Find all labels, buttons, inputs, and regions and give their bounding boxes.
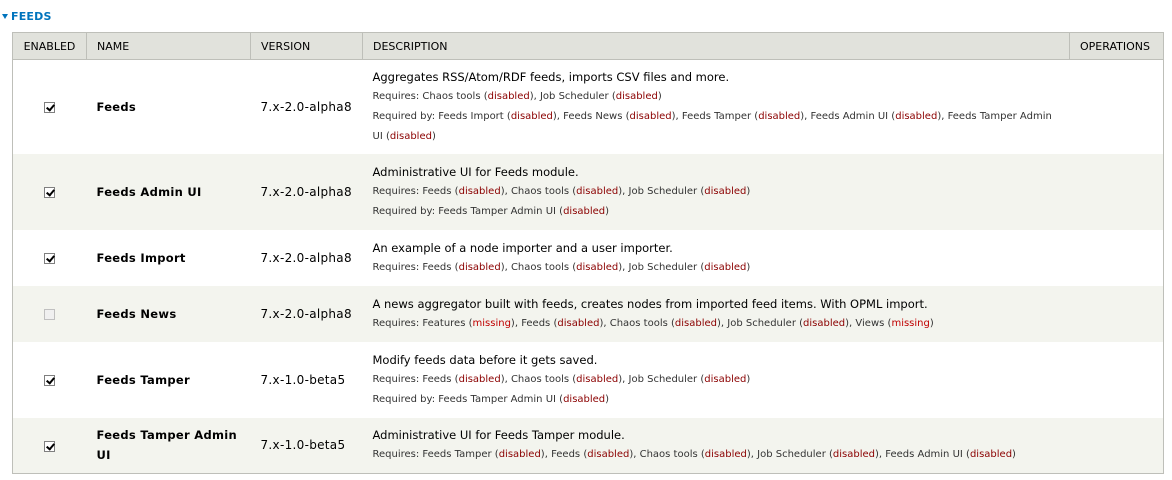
requires-line-label: Requires: xyxy=(372,373,423,385)
version-cell xyxy=(251,342,363,418)
operations-cell xyxy=(1070,60,1164,154)
dependency-status: disabled xyxy=(969,449,1013,461)
table-row xyxy=(13,230,1164,286)
dependency-status: disabled xyxy=(803,317,846,329)
description-cell xyxy=(363,418,1070,474)
dependency-name: Job Scheduler xyxy=(628,185,698,197)
dependency-status: disabled xyxy=(832,449,876,461)
required-by-line-label: Required by: xyxy=(372,110,439,122)
operations-cell xyxy=(1070,230,1164,286)
name-cell xyxy=(87,418,251,474)
dependency-name: Feeds News xyxy=(563,110,623,122)
module-version: 7.x-1.0-beta5 xyxy=(260,372,346,387)
legend-label: FEEDS xyxy=(11,9,52,23)
module-description: Administrative UI for Feeds module. xyxy=(372,164,579,179)
dependency-name: Feeds xyxy=(521,317,551,329)
description-cell xyxy=(363,60,1070,154)
enabled-cell xyxy=(13,154,87,230)
dependency-status: disabled xyxy=(576,185,619,197)
enabled-checkbox[interactable] xyxy=(44,441,55,452)
dependency-status: disabled xyxy=(615,90,658,102)
version-cell xyxy=(251,418,363,474)
dependency-status: disabled xyxy=(576,373,619,385)
version-cell xyxy=(251,60,363,154)
dependency-status: disabled xyxy=(498,449,541,461)
requires-line: Requires: Feeds (disabled), Chaos tools (disabled), Job Scheduler (disabled) xyxy=(372,185,751,197)
dependency-name: Feeds Import xyxy=(438,110,504,122)
modules-table xyxy=(12,32,1164,474)
module-name: Feeds xyxy=(96,99,137,114)
required-by-line: Required by: Feeds Import (disabled), Feeds News (disabled), Feeds Tamper (disabled), Feeds Admin UI (disabled), Feeds Tamper Admin UI (disabled) xyxy=(372,110,1052,142)
module-version: 7.x-1.0-beta5 xyxy=(260,438,346,453)
header-version: VERSION xyxy=(251,33,363,60)
enabled-checkbox[interactable] xyxy=(44,187,55,198)
dependency-name: Feeds xyxy=(551,449,581,461)
requires-line: Requires: Feeds (disabled), Chaos tools (disabled), Job Scheduler (disabled) xyxy=(372,373,751,385)
dependency-name: Job Scheduler xyxy=(727,317,796,329)
header-description: DESCRIPTION xyxy=(363,33,1070,60)
dependency-name: Chaos tools xyxy=(422,90,481,102)
fieldset-legend[interactable] xyxy=(2,8,52,24)
dependency-status: disabled xyxy=(510,110,553,122)
dependency-status: missing xyxy=(891,317,930,329)
dependency-name: Feeds xyxy=(422,185,452,197)
dependency-status: disabled xyxy=(563,393,606,405)
required-by-line-label: Required by: xyxy=(372,205,439,217)
header-enabled: ENABLED xyxy=(13,33,87,60)
requires-line: Requires: Feeds Tamper (disabled), Feeds (disabled), Chaos tools (disabled), Job Scheduler (disabled), Feeds Admin UI (disabled) xyxy=(372,449,1016,461)
dependency-status: disabled xyxy=(576,261,619,273)
requires-line: Requires: Chaos tools (disabled), Job Scheduler (disabled) xyxy=(372,90,662,102)
dependency-status: disabled xyxy=(629,110,672,122)
enabled-cell xyxy=(13,230,87,286)
dependency-name: Features xyxy=(422,317,466,329)
header-row xyxy=(13,33,1164,60)
dependency-name: Chaos tools xyxy=(510,261,570,273)
dependency-name: Feeds Tamper xyxy=(422,449,492,461)
enabled-cell xyxy=(13,418,87,474)
table-row xyxy=(13,286,1164,342)
required-by-line: Required by: Feeds Tamper Admin UI (disabled) xyxy=(372,205,610,217)
module-description: A news aggregator built with feeds, creates nodes from imported feed items. With OPML import. xyxy=(372,296,928,311)
module-description: Modify feeds data before it gets saved. xyxy=(372,352,598,367)
module-name: Feeds Tamper xyxy=(96,372,190,387)
enabled-cell xyxy=(13,286,87,342)
description-cell xyxy=(363,154,1070,230)
requires-line: Requires: Feeds (disabled), Chaos tools (disabled), Job Scheduler (disabled) xyxy=(372,261,751,273)
module-name: Feeds Import xyxy=(96,250,186,265)
dependency-name: Job Scheduler xyxy=(539,90,609,102)
dependency-status: disabled xyxy=(557,317,600,329)
dependency-status: disabled xyxy=(758,110,801,122)
module-version: 7.x-2.0-alpha8 xyxy=(260,184,352,199)
enabled-checkbox[interactable] xyxy=(44,102,55,113)
enabled-checkbox xyxy=(44,309,55,320)
table-row xyxy=(13,418,1164,474)
table-row xyxy=(13,154,1164,230)
dependency-status: disabled xyxy=(587,449,630,461)
name-cell xyxy=(87,154,251,230)
enabled-checkbox[interactable] xyxy=(44,375,55,386)
name-cell xyxy=(87,230,251,286)
version-cell xyxy=(251,286,363,342)
dependency-status: disabled xyxy=(563,205,606,217)
requires-line-label: Requires: xyxy=(372,449,423,461)
dependency-name: Job Scheduler xyxy=(628,373,698,385)
operations-cell xyxy=(1070,342,1164,418)
operations-cell xyxy=(1070,418,1164,474)
dependency-name: Chaos tools xyxy=(609,317,668,329)
dependency-status: disabled xyxy=(895,110,938,122)
description-cell xyxy=(363,230,1070,286)
dependency-status: disabled xyxy=(458,185,501,197)
dependency-status: disabled xyxy=(458,261,501,273)
dependency-name: Chaos tools xyxy=(510,185,570,197)
dependency-status: missing xyxy=(472,317,511,329)
dependency-status: disabled xyxy=(704,449,747,461)
module-version: 7.x-2.0-alpha8 xyxy=(260,250,352,265)
dependency-name: Chaos tools xyxy=(510,373,570,385)
header-operations: OPERATIONS xyxy=(1070,33,1164,60)
description-cell xyxy=(363,342,1070,418)
enabled-checkbox[interactable] xyxy=(44,253,55,264)
name-cell xyxy=(87,60,251,154)
module-name: Feeds Admin UI xyxy=(96,184,202,199)
dependency-name: Views xyxy=(855,317,885,329)
dependency-status: disabled xyxy=(389,130,432,142)
header-name: NAME xyxy=(87,33,251,60)
dependency-status: disabled xyxy=(704,261,747,273)
dependency-name: Feeds Admin UI xyxy=(885,449,963,461)
dependency-name: Feeds Tamper Admin UI xyxy=(372,110,1052,142)
module-version: 7.x-2.0-alpha8 xyxy=(260,306,352,321)
module-description: Administrative UI for Feeds Tamper module. xyxy=(372,428,625,443)
module-version: 7.x-2.0-alpha8 xyxy=(260,99,352,114)
module-description: Aggregates RSS/Atom/RDF feeds, imports CSV files and more. xyxy=(372,69,730,84)
required-by-line-label: Required by: xyxy=(372,393,439,405)
dependency-status: disabled xyxy=(704,373,747,385)
dependency-name: Feeds Tamper Admin UI xyxy=(438,205,556,217)
module-name: Feeds Tamper Admin UI xyxy=(96,428,238,463)
dependency-status: disabled xyxy=(487,90,530,102)
required-by-line: Required by: Feeds Tamper Admin UI (disabled) xyxy=(372,393,610,405)
dependency-status: disabled xyxy=(674,317,718,329)
name-cell xyxy=(87,342,251,418)
table-row xyxy=(13,342,1164,418)
dependency-name: Job Scheduler xyxy=(628,261,698,273)
requires-line-label: Requires: xyxy=(372,261,423,273)
version-cell xyxy=(251,230,363,286)
version-cell xyxy=(251,154,363,230)
operations-cell xyxy=(1070,286,1164,342)
requires-line-label: Requires: xyxy=(372,90,423,102)
dependency-name: Feeds Admin UI xyxy=(810,110,889,122)
enabled-cell xyxy=(13,342,87,418)
dependency-name: Feeds xyxy=(422,261,452,273)
dependency-name: Feeds xyxy=(422,373,452,385)
dependency-status: disabled xyxy=(704,185,747,197)
description-cell xyxy=(363,286,1070,342)
dependency-name: Feeds Tamper xyxy=(681,110,752,122)
module-description: An example of a node importer and a user importer. xyxy=(372,240,673,255)
requires-line-label: Requires: xyxy=(372,317,423,329)
module-name: Feeds News xyxy=(96,306,177,321)
dependency-status: disabled xyxy=(458,373,501,385)
requires-line-label: Requires: xyxy=(372,185,423,197)
dependency-name: Job Scheduler xyxy=(757,449,826,461)
dependency-name: Feeds Tamper Admin UI xyxy=(438,393,556,405)
table-row xyxy=(13,60,1164,154)
caret-down-icon xyxy=(2,14,8,19)
operations-cell xyxy=(1070,154,1164,230)
requires-line: Requires: Features (missing), Feeds (disabled), Chaos tools (disabled), Job Scheduler (disabled), Views (missing) xyxy=(372,317,934,329)
dependency-name: Chaos tools xyxy=(639,449,698,461)
enabled-cell xyxy=(13,60,87,154)
name-cell xyxy=(87,286,251,342)
